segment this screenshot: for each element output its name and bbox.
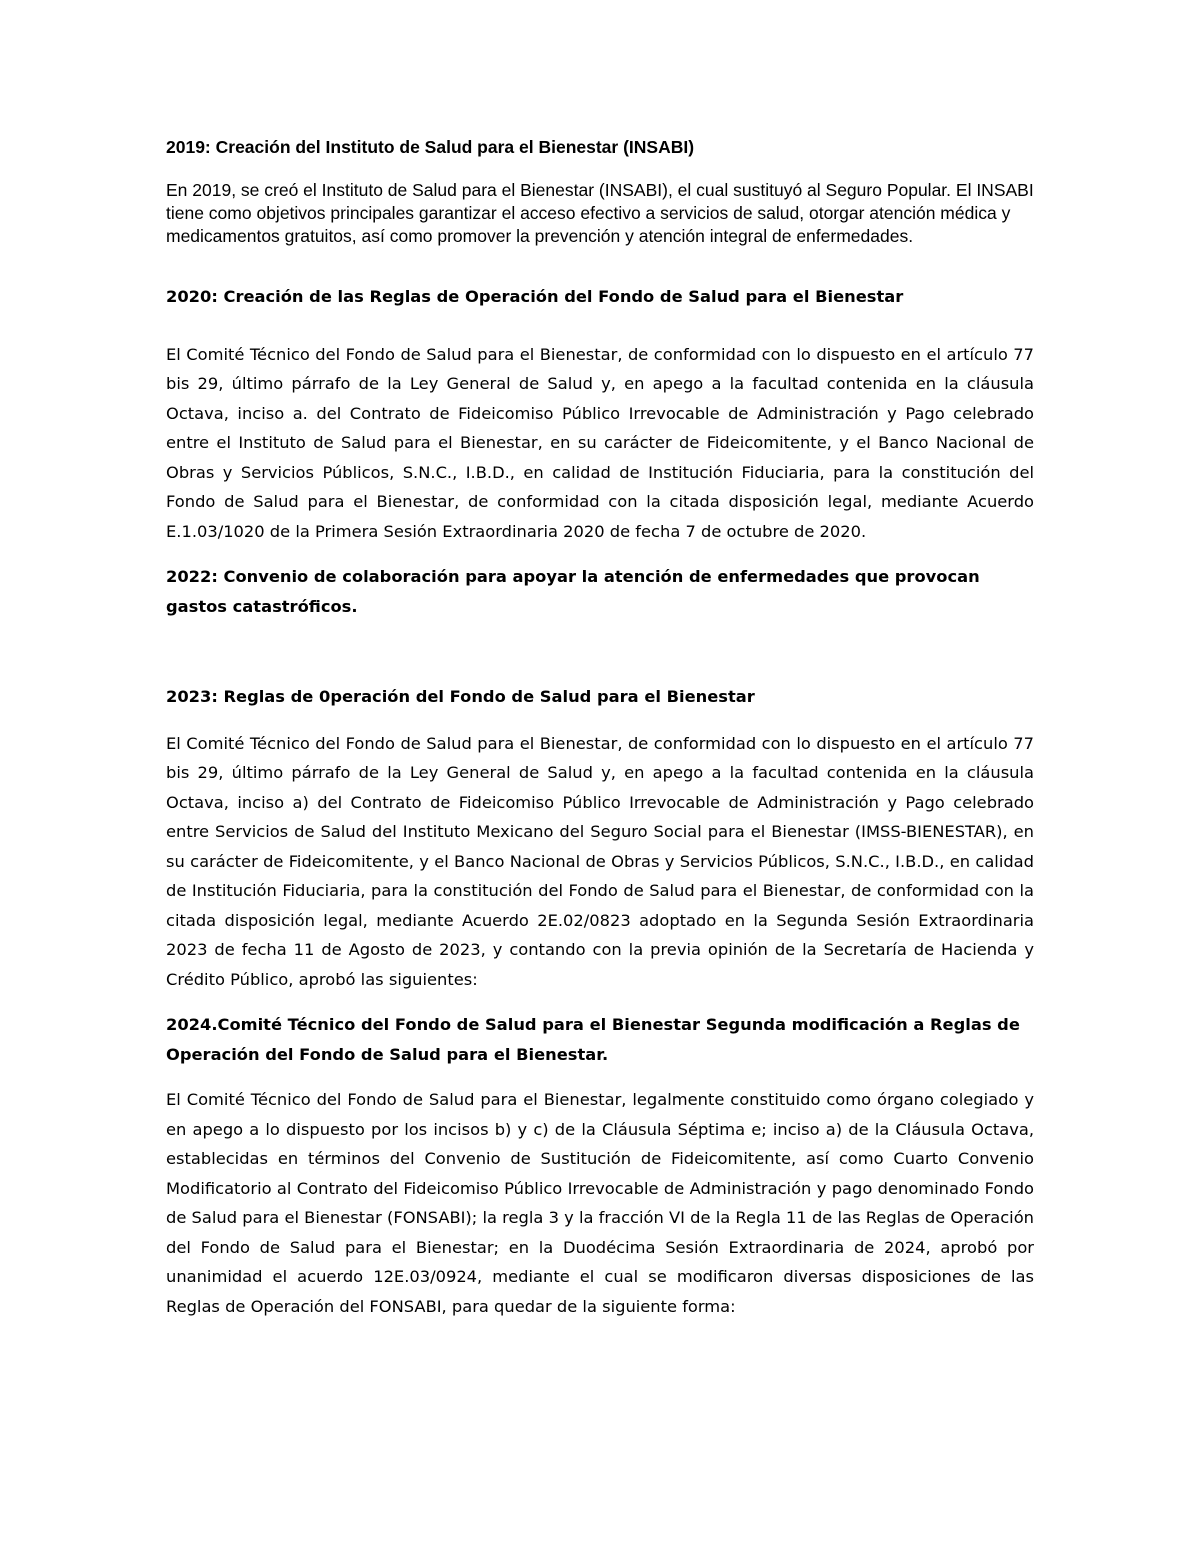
section-heading-2024: 2024.Comité Técnico del Fondo de Salud para el Bienestar Segunda modificación a Reglas de Operación del Fondo de Salud para el Bienestar. xyxy=(166,1015,1020,1064)
section-heading-2019: 2019: Creación del Instituto de Salud para el Bienestar (INSABI) xyxy=(166,137,695,157)
section-body-2020: El Comité Técnico del Fondo de Salud para el Bienestar, de conformidad con lo dispuesto en el artículo 77 bis 29, último párrafo de la Ley General de Salud y, en apego a la facultad contenida en la cláusula Octava, inciso a. del Contrato de Fideicomiso Público Irrevocable de Administración y Pago celebrado entre el Instituto de Salud para el Bienestar, en su carácter de Fideicomitente, y el Banco Nacional de Obras y Servicios Públicos, S.N.C., I.B.D., en calidad de Institución Fiduciaria, para la constitución del Fondo de Salud para el Bienestar, de conformidad con la citada disposición legal, mediante Acuerdo E.1.03/1020 de la Primera Sesión Extraordinaria 2020 de fecha 7 de octubre de 2020. xyxy=(166,344,1034,541)
section-heading-2020: 2020: Creación de las Reglas de Operación del Fondo de Salud para el Bienestar xyxy=(166,287,904,306)
section-heading-2022: 2022: Convenio de colaboración para apoyar la atención de enfermedades que provocan gastos catastróficos. xyxy=(166,567,980,616)
section-body-2024: El Comité Técnico del Fondo de Salud para el Bienestar, legalmente constituido como órgano colegiado y en apego a lo dispuesto por los incisos b) y c) de la Cláusula Séptima e; inciso a) de la Cláusula Octava, establecidas en términos del Convenio de Sustitución de Fideicomitente, así como Cuarto Convenio Modificatorio al Contrato del Fideicomiso Público Irrevocable de Administración y pago denominado Fondo de Salud para el Bienestar (FONSABI); la regla 3 y la fracción VI de la Regla 11 de las Reglas de Operación del Fondo de Salud para el Bienestar; en la Duodécima Sesión Extraordinaria de 2024, aprobó por unanimidad el acuerdo 12E.03/0924, mediante el cual se modificaron diversas disposiciones de las Reglas de Operación del FONSABI, para quedar de la siguiente forma: xyxy=(166,1090,1034,1316)
section-heading-2023: 2023: Reglas de 0peración del Fondo de Salud para el Bienestar xyxy=(166,687,755,706)
section-body-2019: En 2019, se creó el Instituto de Salud para el Bienestar (INSABI), el cual sustituyó al Seguro Popular. El INSABI tiene como objetivos principales garantizar el acceso efectivo a servicios de salud, otorgar atención médica y medicamentos gratuitos, así como promover la prevención y atención integral de enfermedades. xyxy=(166,180,1034,246)
document-page xyxy=(166,136,1034,1321)
section-body-2023: El Comité Técnico del Fondo de Salud para el Bienestar, de conformidad con lo dispuesto en el artículo 77 bis 29, último párrafo de la Ley General de Salud y, en apego a la facultad contenida en la cláusula Octava, inciso a) del Contrato de Fideicomiso Público Irrevocable de Administración y Pago celebrado entre Servicios de Salud del Instituto Mexicano del Seguro Social para el Bienestar (IMSS-BIENESTAR), en su carácter de Fideicomitente, y el Banco Nacional de Obras y Servicios Públicos, S.N.C., I.B.D., en calidad de Institución Fiduciaria, para la constitución del Fondo de Salud para el Bienestar, de conformidad con la citada disposición legal, mediante Acuerdo 2E.02/0823 adoptado en la Segunda Sesión Extraordinaria 2023 de fecha 11 de Agosto de 2023, y contando con la previa opinión de la Secretaría de Hacienda y Crédito Público, aprobó las siguientes: xyxy=(166,733,1034,989)
